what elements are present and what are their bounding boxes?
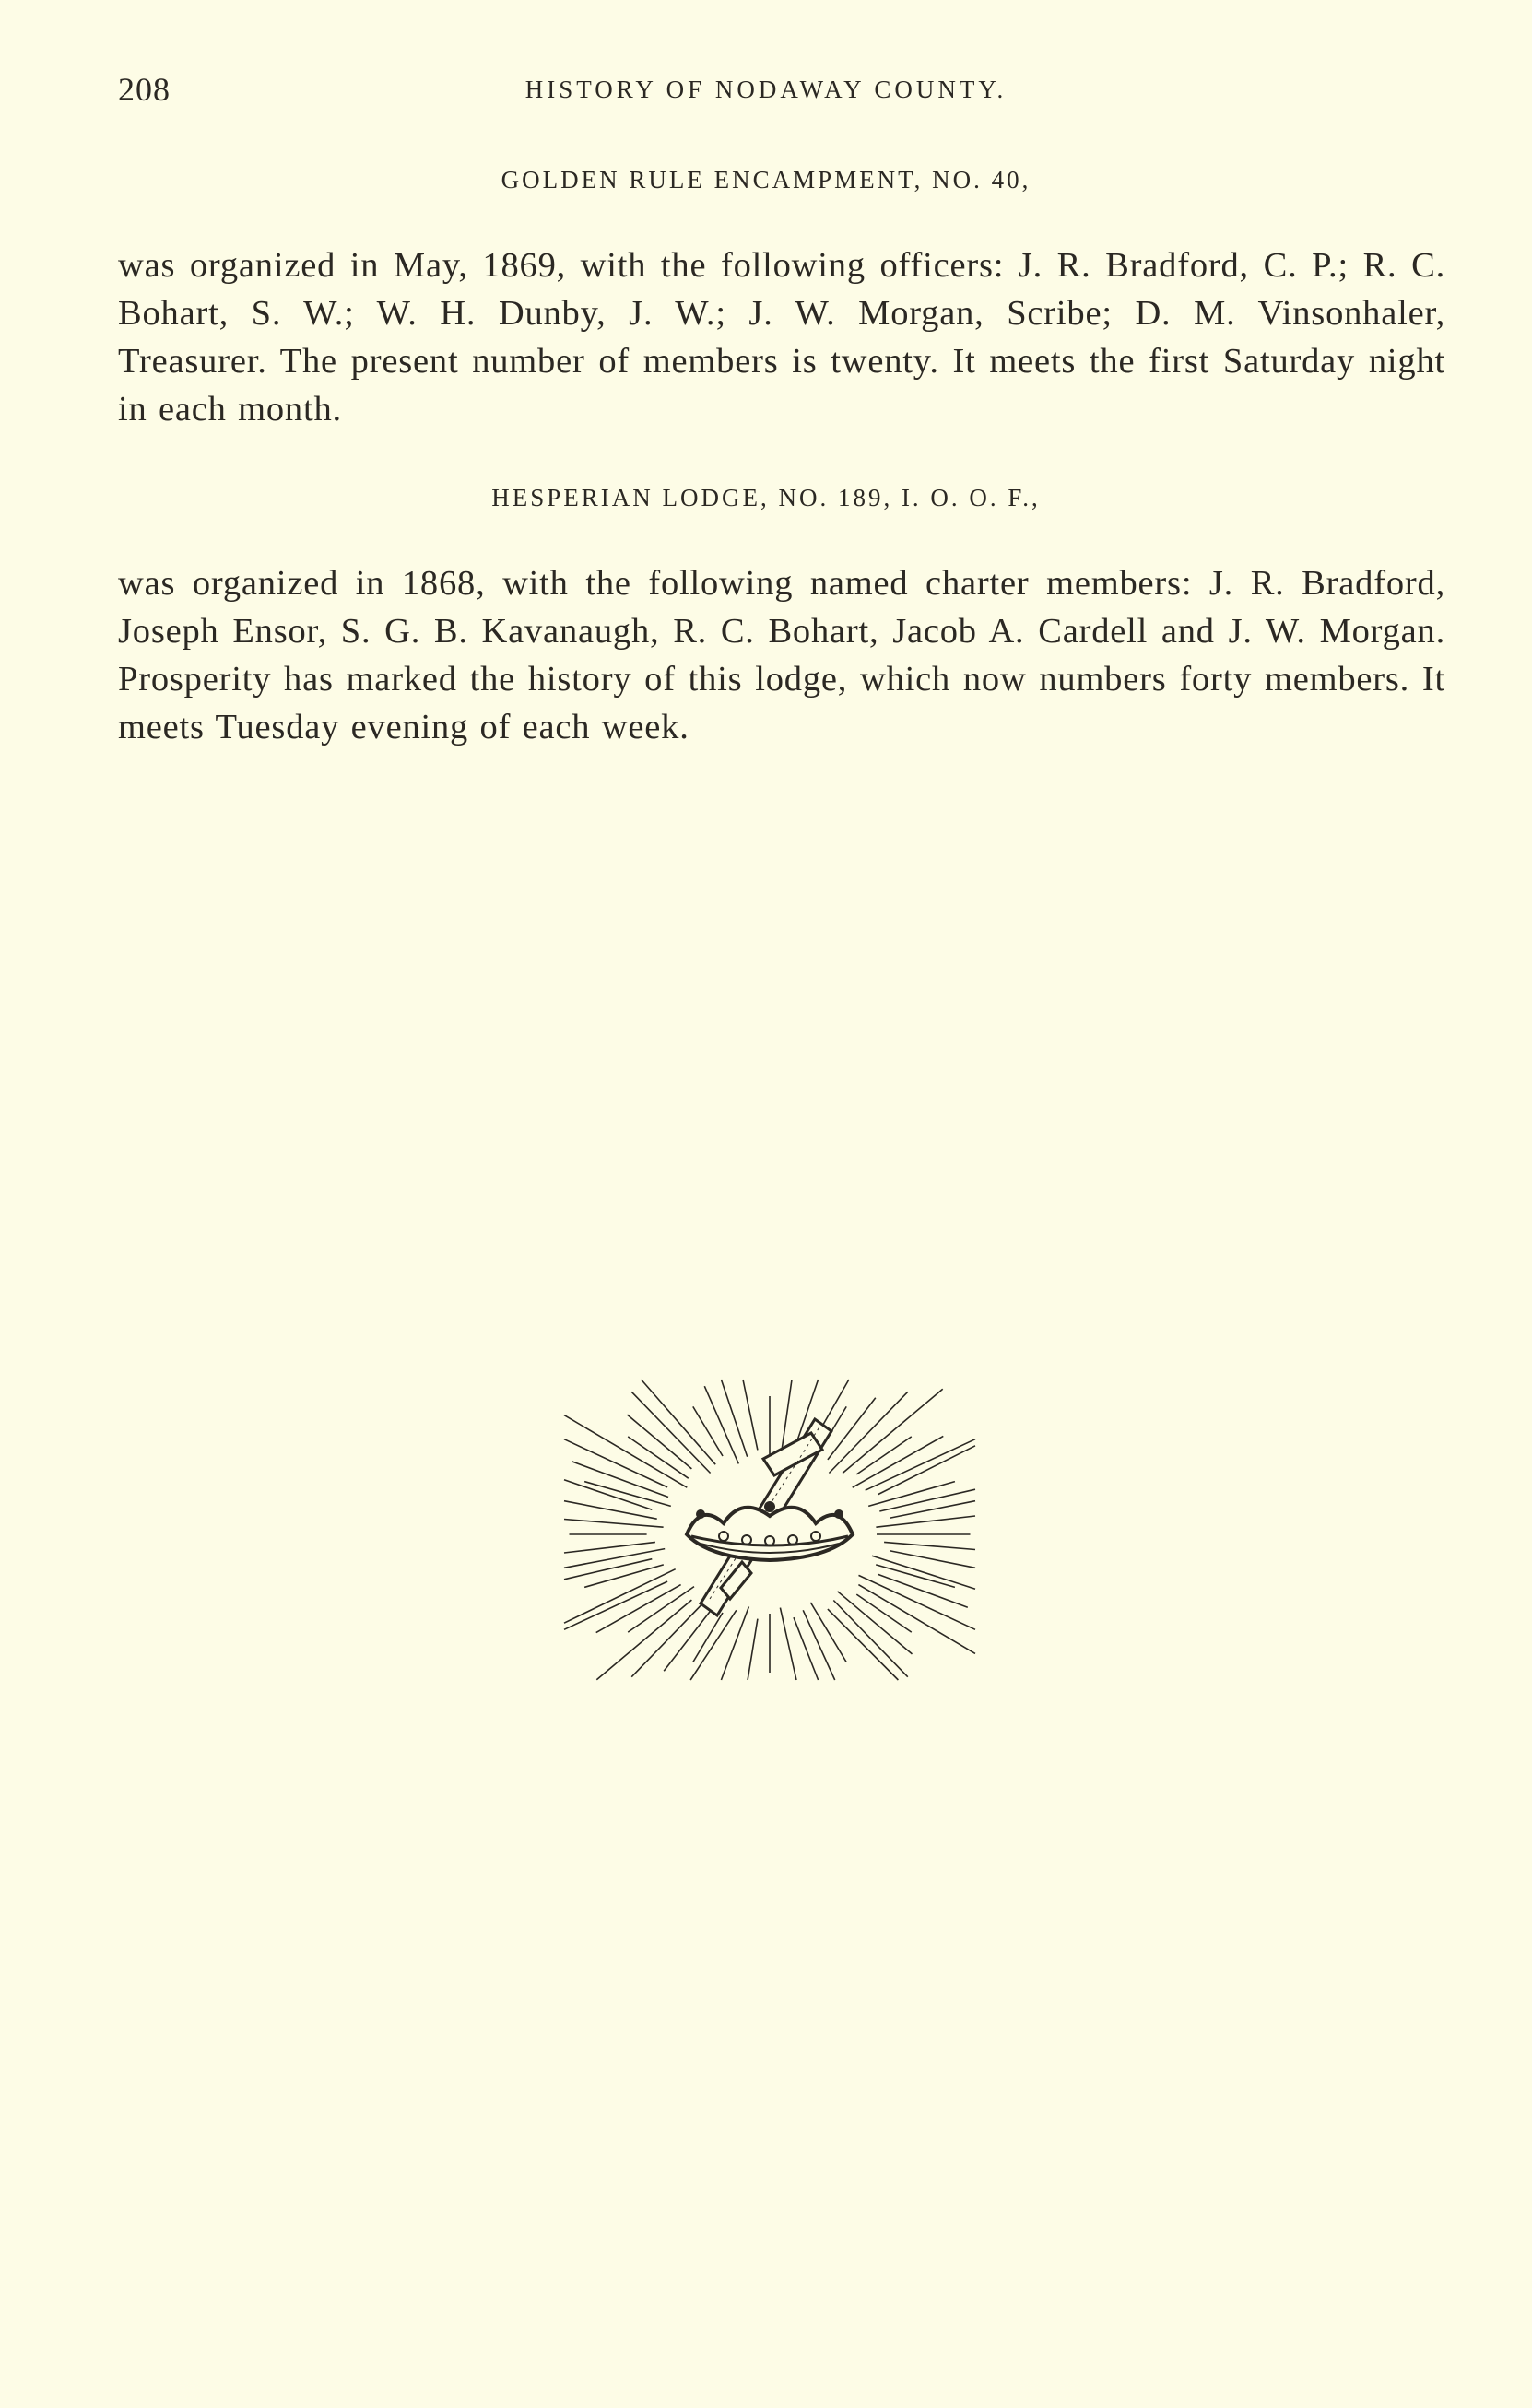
running-head: HISTORY OF NODAWAY COUNTY. [524,76,1008,103]
emblem-ray [690,1610,737,1680]
emblem-ray [884,1542,975,1549]
emblem-ray [564,1501,657,1520]
emblem-ray [879,1489,975,1511]
paragraph-golden-rule: was organized in May, 1869, with the following officers: J. R. Bradford, C. P.; R. C. Bohart, S. W.; W. H. Dunby, J. W.; J. W. Morgan, Scribe; D. M. Vinsonhaler, Treasurer. The present number of members is twenty. It meets the first Saturday night in each month. [118,246,1445,429]
emblem-ray [838,1592,913,1654]
emblem-ray [584,1565,664,1588]
emblem-ray [628,1415,692,1469]
section-heading-hesperian: HESPERIAN LODGE, NO. 189, I. O. O. F., [491,484,1041,511]
emblem-ray [721,1607,748,1681]
emblem-ray [810,1603,846,1662]
emblem-ray [856,1437,912,1474]
emblem-ray [878,1446,975,1495]
section-heading-golden-rule: GOLDEN RULE ENCAMPMENT, NO. 40, [501,166,1031,194]
emblem-ray [872,1556,975,1589]
paragraph-hesperian: was organized in 1868, with the following named charter members: J. R. Bradford, Joseph Ensor, S. G. B. Kavanaugh, R. C. Bohart, Jacob A. Cardell and J. W. Morgan. Prosperity has marked the history of this lodge, which now numbers forty members. It meets Tuesday evening of each week. [118,564,1445,746]
emblem-ray [743,1380,758,1450]
emblem-ray [853,1436,944,1487]
crown-icon [687,1501,853,1560]
emblem-ray [693,1406,723,1456]
crown-and-cross-emblem-icon [562,1378,977,1682]
emblem-ray [803,1610,835,1680]
emblem-ray [833,1601,908,1677]
emblem-ray [794,1617,819,1680]
emblem-ray [748,1619,758,1680]
emblem-ray [564,1415,687,1488]
emblem-ray [890,1501,975,1518]
emblem-ray [564,1480,652,1510]
emblem-ray [564,1542,655,1553]
emblem-ray [829,1392,907,1473]
emblem-ray [596,1600,691,1680]
emblem-ray [866,1439,975,1491]
emblem-ray [564,1520,664,1528]
page-number: 208 [118,71,171,108]
emblem-ray [704,1386,738,1463]
emblem-ray [631,1392,710,1473]
emblem-ray [721,1380,747,1457]
emblem-ray [828,1609,899,1680]
emblem-ray [564,1581,667,1629]
emblem-ray [564,1559,652,1580]
emblem-ray [876,1565,955,1588]
emblem-ray [868,1482,955,1507]
emblem-ray [642,1380,716,1464]
